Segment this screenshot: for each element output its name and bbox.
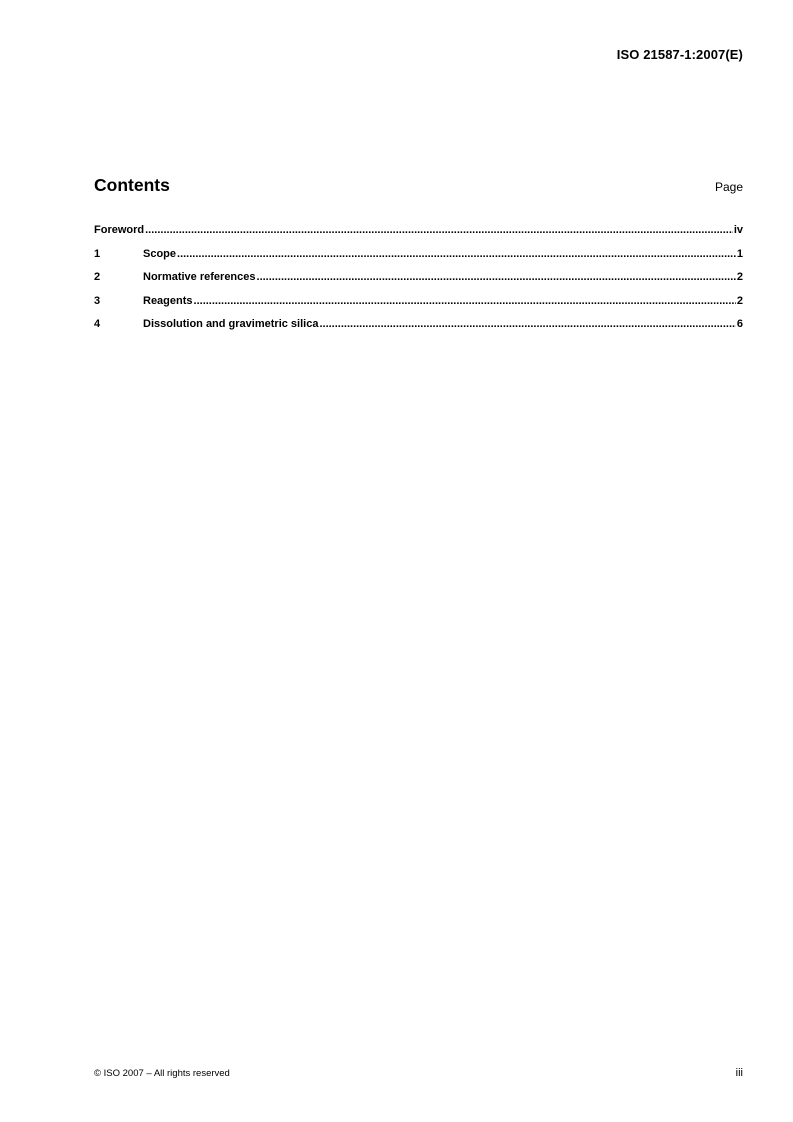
contents-header [94, 175, 743, 199]
toc-entry-reagents[interactable] [94, 295, 743, 319]
toc-entry-title: Foreword [94, 224, 145, 236]
toc-entry-page: 2 [736, 294, 743, 307]
toc-leader-dots [194, 295, 736, 307]
toc-entry-title: Reagents [143, 294, 193, 307]
toc-entry-number: 4 [94, 318, 101, 330]
contents-title: Contents [94, 175, 170, 195]
toc-entry-title: Dissolution and gravimetric silica [143, 318, 319, 330]
toc-entry-page: 2 [736, 271, 743, 283]
toc-entry-page: iv [733, 224, 743, 236]
toc-entry-title: Normative references [143, 271, 256, 283]
toc-leader-dots [177, 248, 736, 260]
toc-entry-page: 6 [736, 318, 743, 330]
toc-entry-page: 1 [736, 247, 743, 260]
toc-entry-number: 2 [94, 271, 101, 283]
toc-leader-dots [257, 271, 736, 283]
page-column-label: Page [714, 180, 743, 194]
toc-entry-normative-references[interactable] [94, 271, 743, 295]
toc-entry-title: Scope [143, 247, 177, 260]
toc-entry-number: 3 [94, 294, 101, 307]
toc-entry-dissolution[interactable] [94, 318, 743, 342]
toc-entry-scope[interactable] [94, 248, 743, 272]
toc-leader-dots [319, 318, 735, 330]
footer-copyright: © ISO 2007 – All rights reserved [94, 1068, 230, 1079]
footer-page-number: iii [735, 1067, 743, 1079]
document-id: ISO 21587-1:2007(E) [616, 47, 743, 62]
toc-entry-number: 1 [94, 247, 101, 260]
toc-entry-foreword[interactable] [94, 224, 743, 248]
table-of-contents [94, 224, 743, 342]
toc-leader-dots [145, 224, 733, 236]
